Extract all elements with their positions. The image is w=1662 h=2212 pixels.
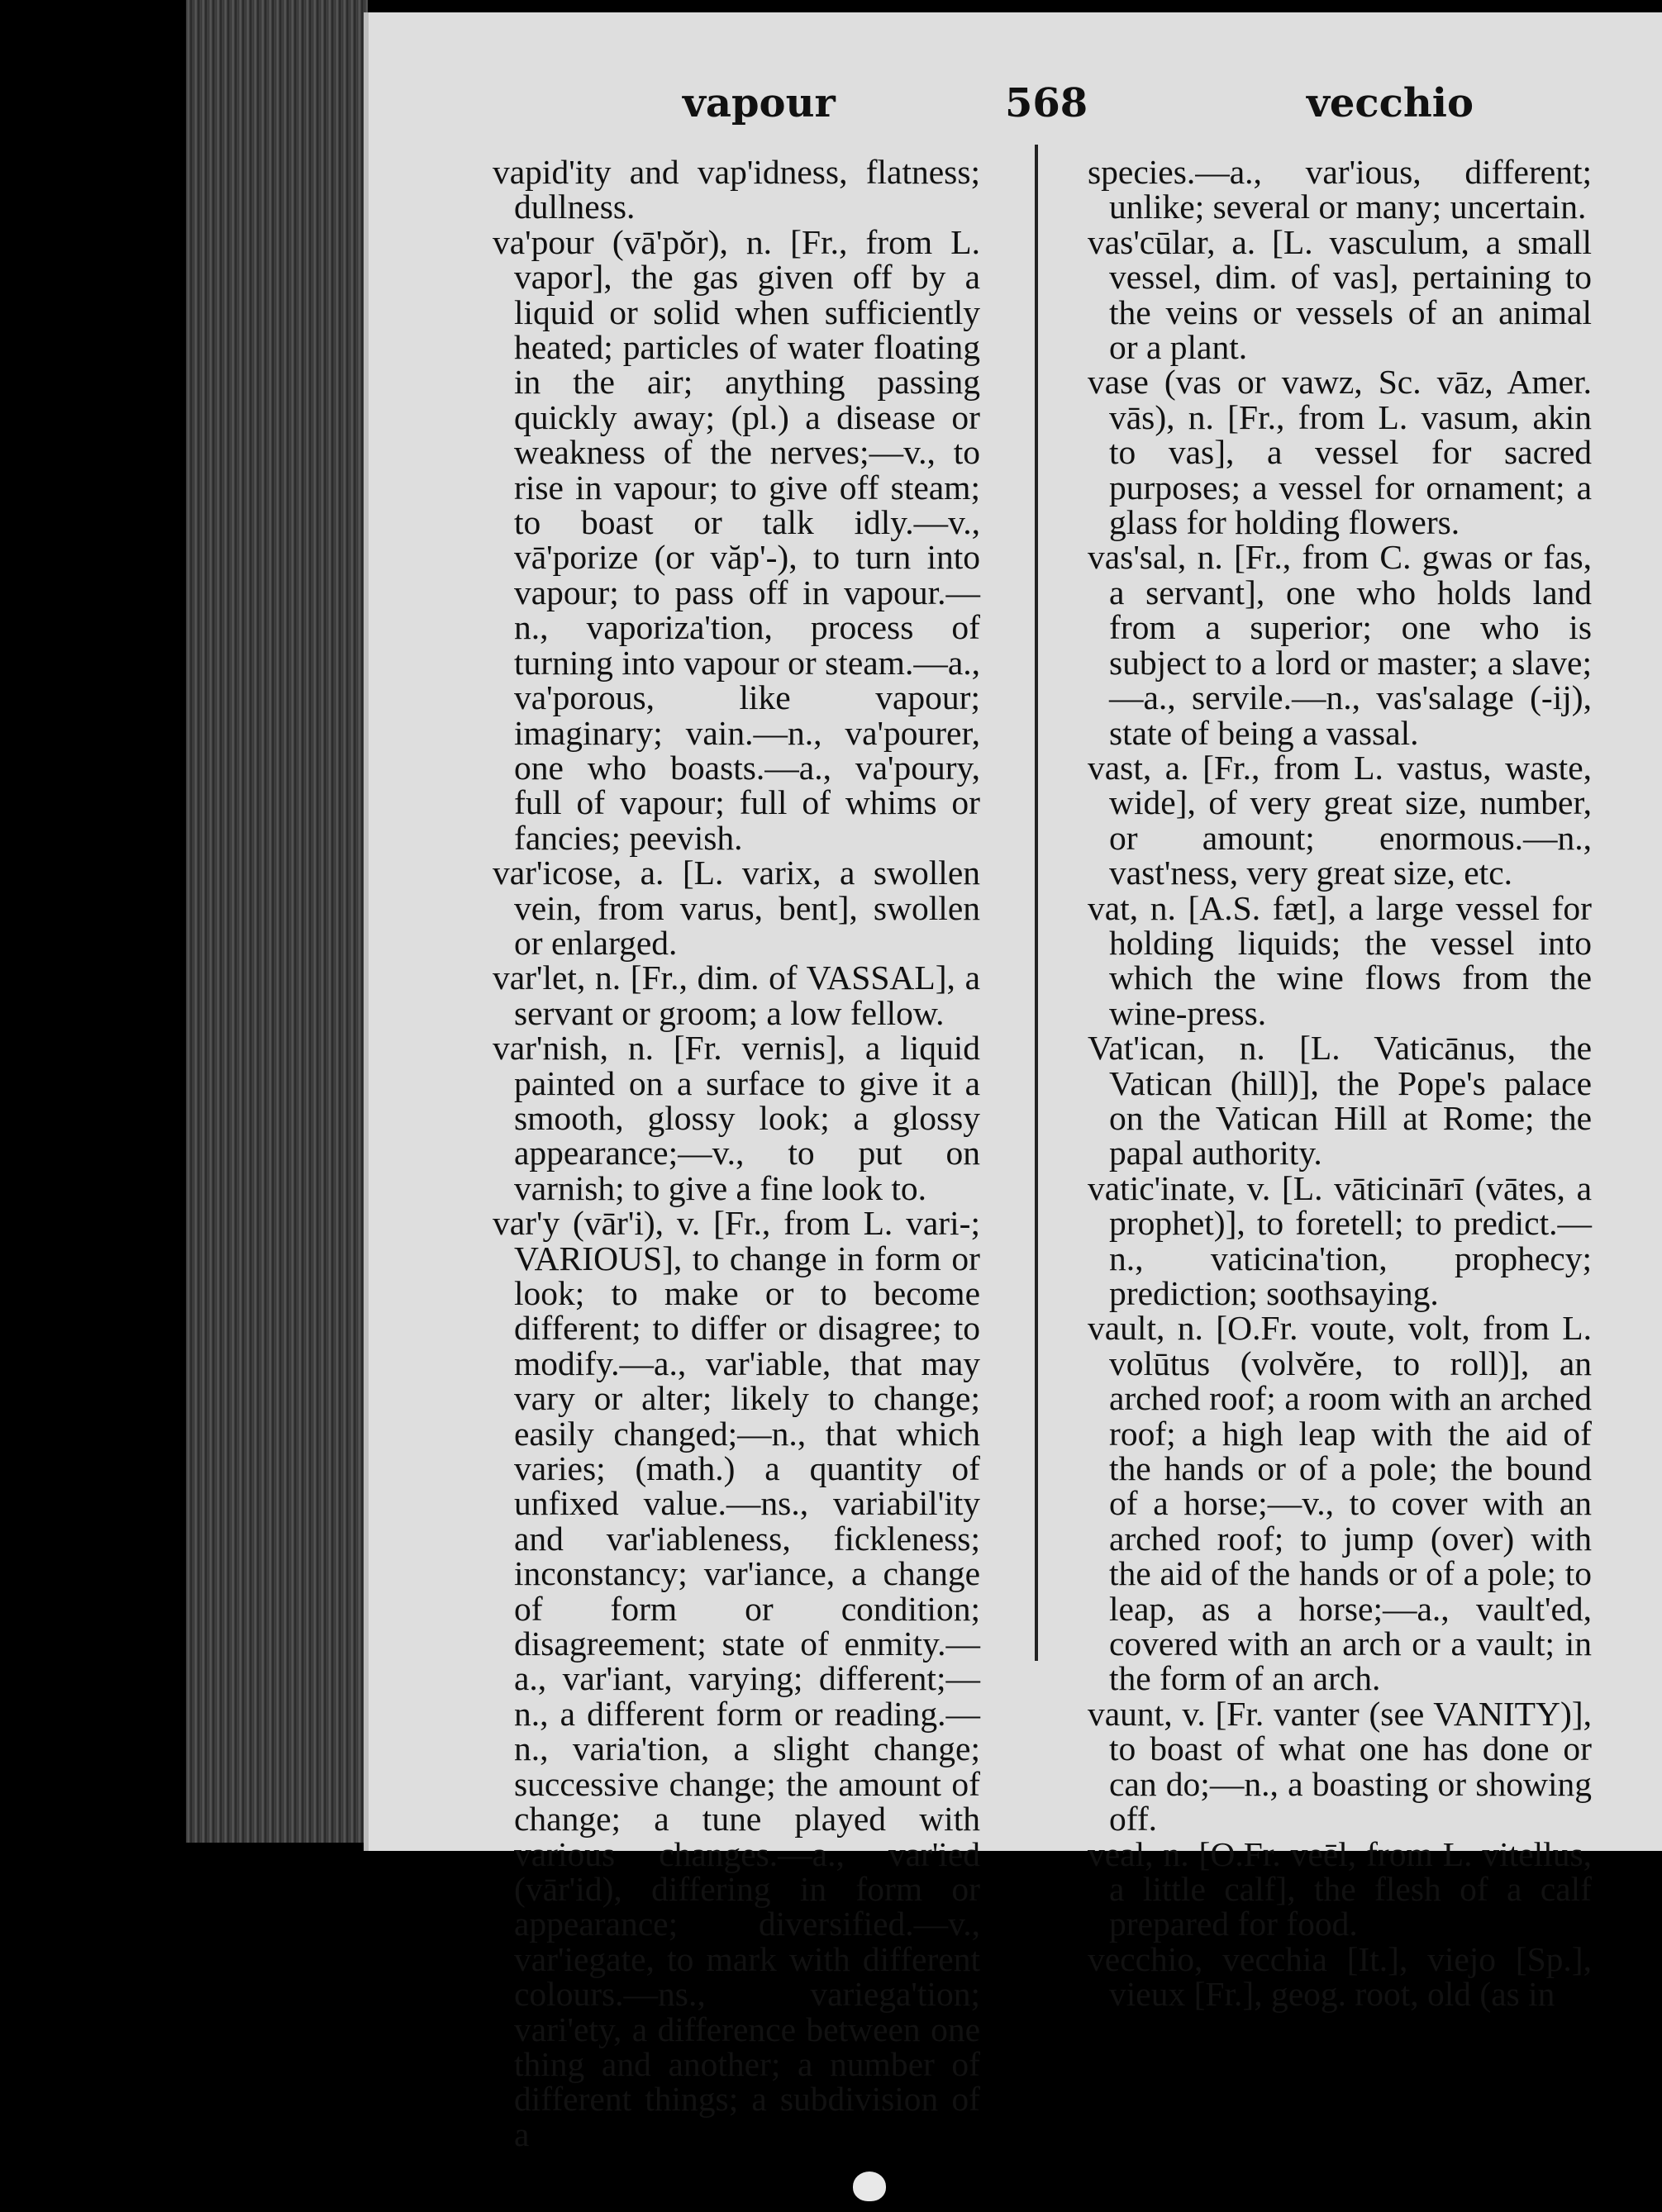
right-column [1088,155,1592,2012]
guide-word-left: vapour [683,80,836,126]
guide-word-right: vecchio [1307,80,1474,126]
entry-vassal: vas'sal, n. [Fr., from C. gwas or fas, a servant], one who holds land from a superior; one who is subject to a lord or master; a slave;—a., servile.—n., vas'salage (-ij), state of being a vassal. [1088,538,1592,752]
page-number: 568 [1005,80,1088,126]
entry-vast: vast, a. [Fr., from L. vastus, waste, wide], of very great size, number, or amount; enormous.—n., vast'ness, very great size, etc. [1088,748,1592,892]
entry-veal: veal, n. [O.Fr. veēl, from L. vitellus, a little calf], the flesh of a calf prepared for food. [1088,1834,1592,1943]
entry-vecchio: vecchio, vecchia [It.], viejo [Sp.], vieux [Fr.], geog. root, old (as in [1088,1939,1592,2014]
dictionary-page [364,12,1662,2153]
entry-vaunt: vaunt, v. [Fr. vanter (see VANITY)], to boast of what one has done or can do;—n., a boasting or showing off. [1088,1694,1592,1839]
entry-vapour: va'pour (vā'pŏr), n. [Fr., from L. vapor], the gas given off by a liquid or solid when sufficiently heated; particles of water floating in the air; anything passing quickly away; (pl.) a disease or weakness of the nerves;—v., to rise in vapour; to give off steam; to boast or talk idly.—v., vā'porize (or văp'-), to turn into vapour; to pass off in vapour.—n., vaporiza'tion, process of turning into vapour or steam.—a., va'porous, like vapour; imaginary; vain.—n., va'pourer, one who boasts.—a., va'poury, full of vapour; full of whims or fancies; peevish. [493,222,980,857]
entry-vat: vat, n. [A.S. fæt], a large vessel for holding liquids; the vessel into which the wine flows from the wine-press. [1088,888,1592,1032]
entry-vascular: vas'cūlar, a. [L. vasculum, a small vessel, dim. of vas], pertaining to the veins or vessels of an animal or a plant. [1088,222,1592,367]
entry-species-continued: species.—a., var'ious, different; unlike; several or many; uncertain. [1088,153,1592,226]
entry-varicose: var'icose, a. [L. varix, a swollen vein, from varus, bent], swollen or enlarged. [493,854,980,962]
left-column [493,155,980,2152]
entry-vapidity: vapid'ity and vap'idness, flatness; dullness. [493,153,980,226]
entry-vary: var'y (vār'i), v. [Fr., from L. vari-; VARIOUS], to change in form or look; to make or to become different; to differ or disagree; to modify.—a., var'iable, that may vary or alter; likely to change; easily changed;—n., that which varies; (math.) a quantity of unfixed value.—ns., variabil'ity and var'iableness, fickleness; inconstancy; var'iance, a change of form or condition; disagreement; state of enmity.—a., var'iant, varying; different;—n., a different form or reading.—n., varia'tion, a slight change; successive change; the amount of change; a tune played with various changes.—a., var'ied (vār'id), differing in form or appearance; diversified.—v., var'iegate, to mark with different colours.—ns., variega'tion; vari'ety, a difference between one thing and another; a number of different things; a subdivision of a [493,1204,980,2153]
entry-varnish: var'nish, n. [Fr. vernis], a liquid painted on a surface to give it a smooth, glossy look; a glossy appearance;—v., to put on varnish; to give a fine look to. [493,1029,980,1207]
entry-varlet: var'let, n. [Fr., dim. of VASSAL], a servant or groom; a low fellow. [493,959,980,1032]
column-divider [1035,145,1038,1661]
entry-vault: vault, n. [O.Fr. voute, volt, from L. volūtus (volvĕre, to roll)], an arched roof; a room with an arched roof; a high leap with the aid of the hands or of a pole; the bound of a horse;—v., to cover with an arched roof; to jump (over) with the aid of the hands or of a pole; to leap, as a horse;—a., vault'ed, covered with an arch or a vault; in the form of an arch. [1088,1309,1592,1698]
entry-vatican: Vat'ican, n. [L. Vaticānus, the Vatican (hill)], the Pope's palace on the Vatican Hill at Rome; the papal authority. [1088,1029,1592,1173]
scan-artifact-mark [853,2172,886,2201]
entry-vaticinate: vatic'inate, v. [L. vāticinārī (vātes, a prophet)], to foretell; to predict.—n., vaticina'tion, prophecy; prediction; soothsaying. [1088,1168,1592,1312]
book-spine-edge [186,0,368,1843]
entry-vase: vase (vas or vawz, Sc. vāz, Amer. vās), n. [Fr., from L. vasum, akin to vas], a vessel for sacred purposes; a vessel for ornament; a glass for holding flowers. [1088,363,1592,542]
